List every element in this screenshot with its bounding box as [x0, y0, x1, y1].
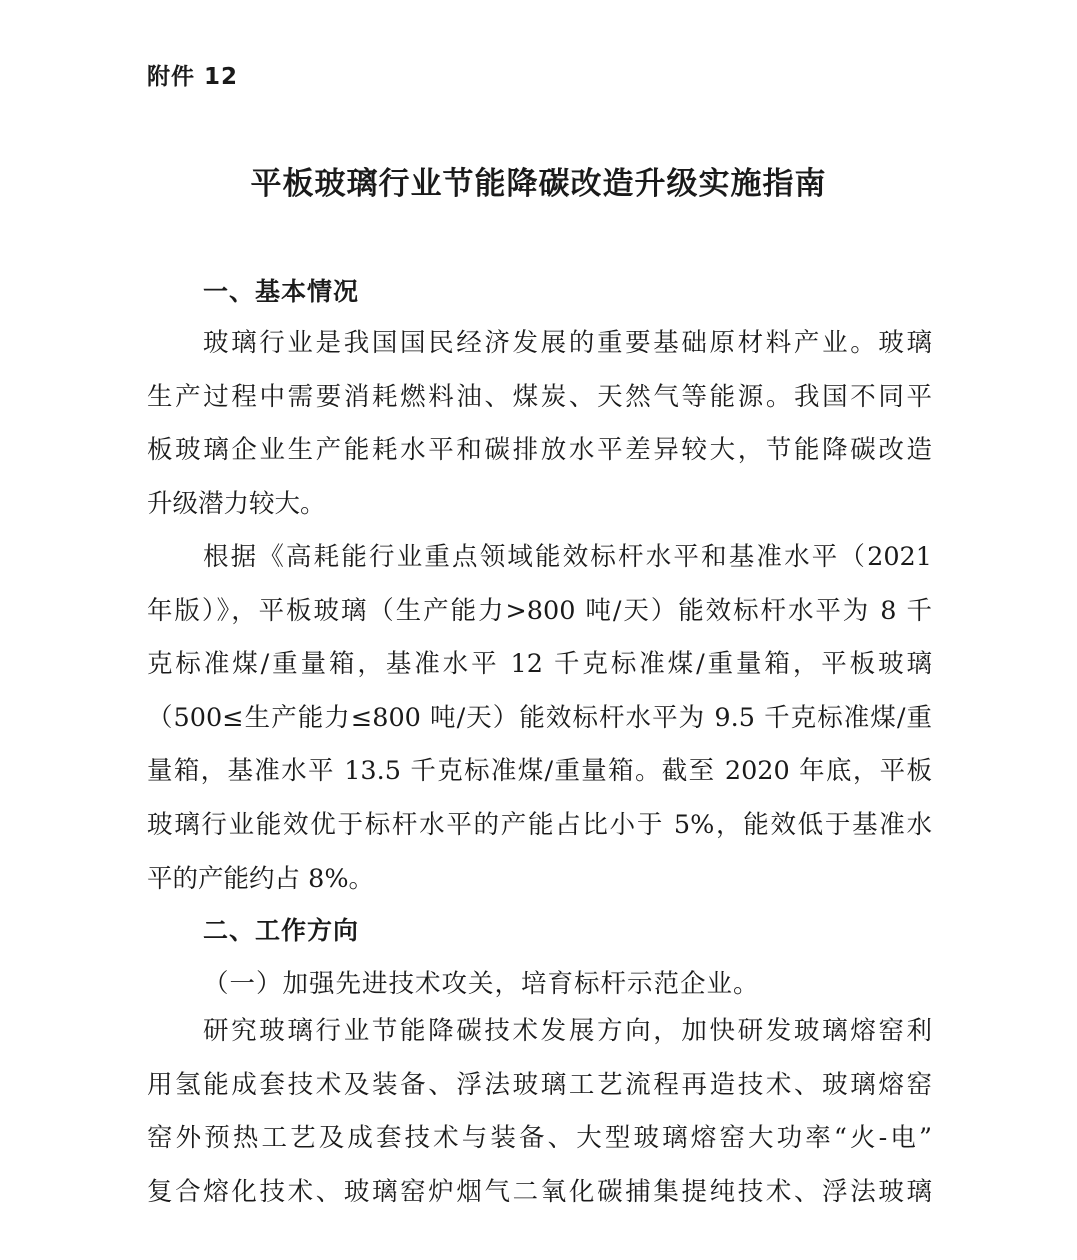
subsection-heading-tech-breakthrough: （一）加强先进技术攻关，培育标杆示范企业。 — [203, 969, 760, 999]
text-line: 研究玻璃行业节能降碳技术发展方向，加快研发玻璃熔窑利 — [203, 1016, 932, 1046]
text-line: 玻璃行业是我国国民经济发展的重要基础原材料产业。玻璃 — [203, 328, 932, 358]
paragraph-benchmark-levels — [147, 531, 932, 906]
text-line: 玻璃行业能效优于标杆水平的产能占比小于 5%，能效低于基准水 — [147, 809, 932, 840]
text-line: 窑外预热工艺及成套技术与装备、大型玻璃熔窑大功率“火-电” — [147, 1123, 932, 1154]
text-line: 生产过程中需要消耗燃料油、煤炭、天然气等能源。我国不同平 — [147, 381, 932, 412]
text-line: 平的产能约占 8%。 — [147, 863, 375, 894]
text-line: 量箱，基准水平 13.5 千克标准煤/重量箱。截至 2020 年底，平板 — [147, 756, 932, 787]
text-line: 用氢能成套技术及装备、浮法玻璃工艺流程再造技术、玻璃熔窑 — [147, 1069, 932, 1100]
document-title: 平板玻璃行业节能降碳改造升级实施指南 — [250, 166, 827, 202]
section-heading-basic-situation: 一、基本情况 — [203, 277, 360, 306]
text-line: 升级潜力较大。 — [147, 488, 326, 519]
paragraph-research-direction — [147, 1005, 932, 1219]
attachment-label: 附件 12 — [147, 64, 239, 90]
text-line: 板玻璃企业生产能耗水平和碳排放水平差异较大，节能降碳改造 — [147, 435, 932, 466]
text-line: 克标准煤/重量箱，基准水平 12 千克标准煤/重量箱，平板玻璃 — [147, 649, 932, 680]
text-line: 复合熔化技术、玻璃窑炉烟气二氧化碳捕集提纯技术、浮法玻璃 — [147, 1176, 932, 1207]
text-line: 年版）》，平板玻璃（生产能力>800 吨/天）能效标杆水平为 8 千 — [147, 595, 932, 626]
text-line: （500≤生产能力≤800 吨/天）能效标杆水平为 9.5 千克标准煤/重 — [147, 702, 932, 733]
section-heading-work-direction: 二、工作方向 — [203, 916, 360, 945]
paragraph-industry-overview — [147, 317, 932, 531]
text-line: 根据《高耗能行业重点领域能效标杆水平和基准水平（2021 — [203, 542, 932, 572]
